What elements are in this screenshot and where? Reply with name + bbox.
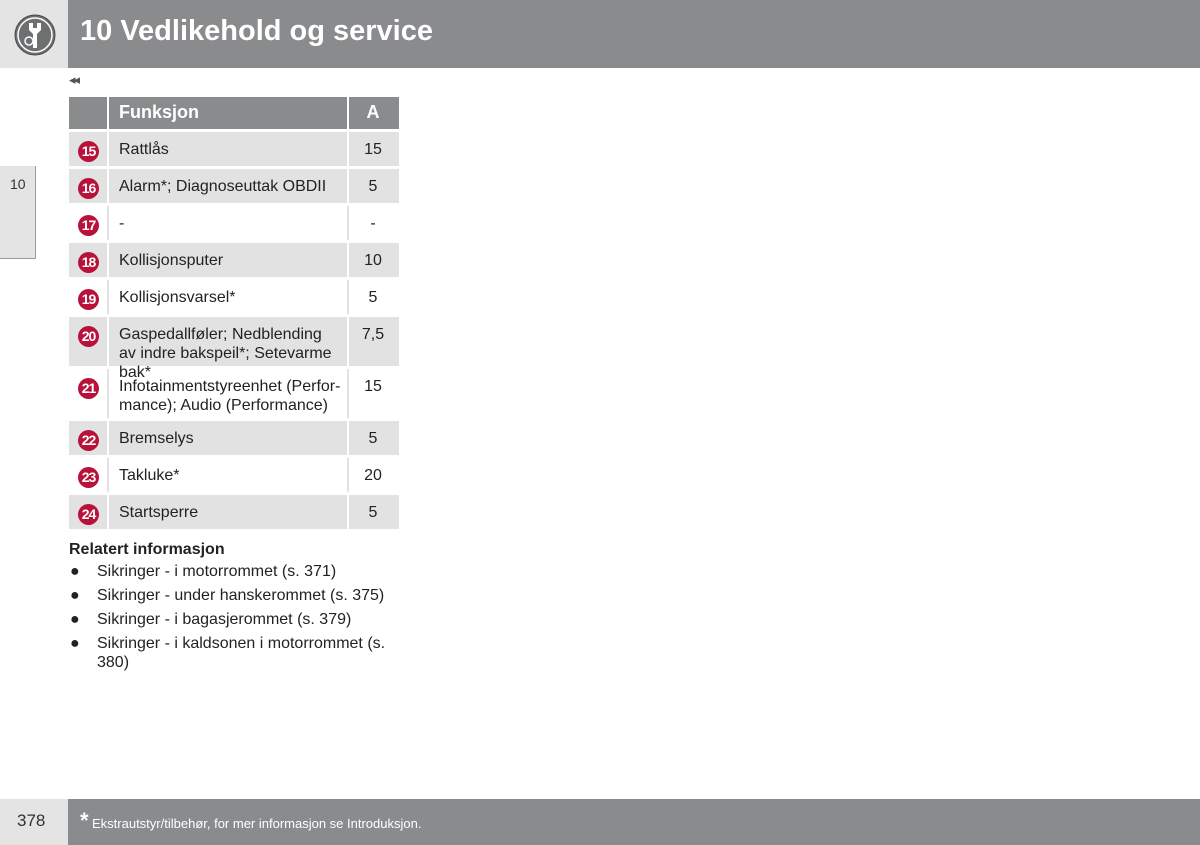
fuse-number-badge: 20	[78, 326, 99, 347]
bullet-icon: ●	[70, 635, 80, 652]
fuse-function: Infotainmentstyreenhet (Perfor-mance); Audio (Performance)	[107, 369, 349, 418]
footer-bar	[68, 799, 1200, 845]
fuse-function: Gaspedallføler; Nedblending av indre bakspeil*; Setevarme bak*	[107, 317, 349, 366]
fuse-amp: 10	[364, 252, 382, 269]
page-number: 378	[17, 811, 46, 830]
bullet-icon: ●	[70, 587, 80, 604]
fuse-number-badge: 18	[78, 252, 99, 273]
table-row	[69, 458, 399, 492]
header-icon-box	[0, 0, 68, 68]
fuse-amp: 15	[364, 141, 382, 158]
fuse-function: Takluke*	[107, 458, 349, 492]
fuse-function: Kollisjonsputer	[107, 243, 349, 277]
fuse-amp: 5	[368, 178, 378, 195]
chapter-tab-label: 10	[10, 176, 26, 192]
wrench-gear-icon	[14, 14, 56, 56]
header-num-cell	[69, 97, 107, 129]
fuse-number-badge: 17	[78, 215, 99, 236]
related-link[interactable]: ● Sikringer - i bagasjerommet (s. 379)	[70, 611, 352, 628]
chapter-tab	[0, 166, 36, 259]
asterisk-mark: *	[80, 808, 89, 833]
related-info-heading: Relatert informasjon	[69, 541, 225, 558]
fuse-amp: 5	[368, 504, 378, 521]
fuse-number-badge: 15	[78, 141, 99, 162]
fuse-function: Startsperre	[107, 495, 349, 529]
header-amp: A	[366, 102, 380, 122]
bullet-icon: ●	[70, 611, 80, 628]
fuse-table	[69, 97, 399, 532]
related-link[interactable]: ● Sikringer - under hanskerommet (s. 375)	[70, 587, 385, 604]
table-row	[69, 243, 399, 277]
table-row	[69, 132, 399, 166]
table-row	[69, 369, 399, 418]
bullet-icon: ●	[70, 563, 80, 580]
back-arrows-icon[interactable]: ◂◂	[69, 72, 79, 87]
related-link[interactable]: ● Sikringer - i kaldsonen i motorrommet (s. 380)	[70, 635, 386, 671]
table-row	[69, 280, 399, 314]
fuse-amp: 5	[368, 430, 378, 447]
fuse-function: Rattlås	[107, 132, 349, 166]
header-function: Funksjon	[107, 97, 349, 129]
table-row	[69, 169, 399, 203]
related-link[interactable]: ● Sikringer - i motorrommet (s. 371)	[70, 563, 337, 580]
fuse-amp: 15	[364, 378, 382, 395]
table-row	[69, 317, 399, 381]
fuse-number-badge: 16	[78, 178, 99, 199]
table-row	[69, 495, 399, 529]
table-row	[69, 421, 399, 455]
table-header	[69, 97, 399, 129]
fuse-function: Alarm*; Diagnoseuttak OBDII	[107, 169, 349, 203]
footer-page-box	[0, 799, 68, 845]
fuse-function: Bremselys	[107, 421, 349, 455]
fuse-number-badge: 23	[78, 467, 99, 488]
header-bar	[68, 0, 1200, 68]
table-row	[69, 206, 399, 240]
fuse-number-badge: 21	[78, 378, 99, 399]
fuse-amp: 5	[368, 289, 378, 306]
fuse-amp: 7,5	[361, 326, 385, 343]
fuse-amp: -	[370, 215, 376, 232]
related-info-list	[69, 562, 399, 677]
fuse-function: -	[107, 206, 349, 240]
fuse-number-badge: 24	[78, 504, 99, 525]
fuse-number-badge: 22	[78, 430, 99, 451]
footer-note: Ekstrautstyr/tilbehør, for mer informasjon se Introduksjon.	[92, 816, 422, 831]
page-title: 10 Vedlikehold og service	[80, 15, 433, 47]
fuse-number-badge: 19	[78, 289, 99, 310]
fuse-function: Kollisjonsvarsel*	[107, 280, 349, 314]
fuse-amp: 20	[364, 467, 382, 484]
